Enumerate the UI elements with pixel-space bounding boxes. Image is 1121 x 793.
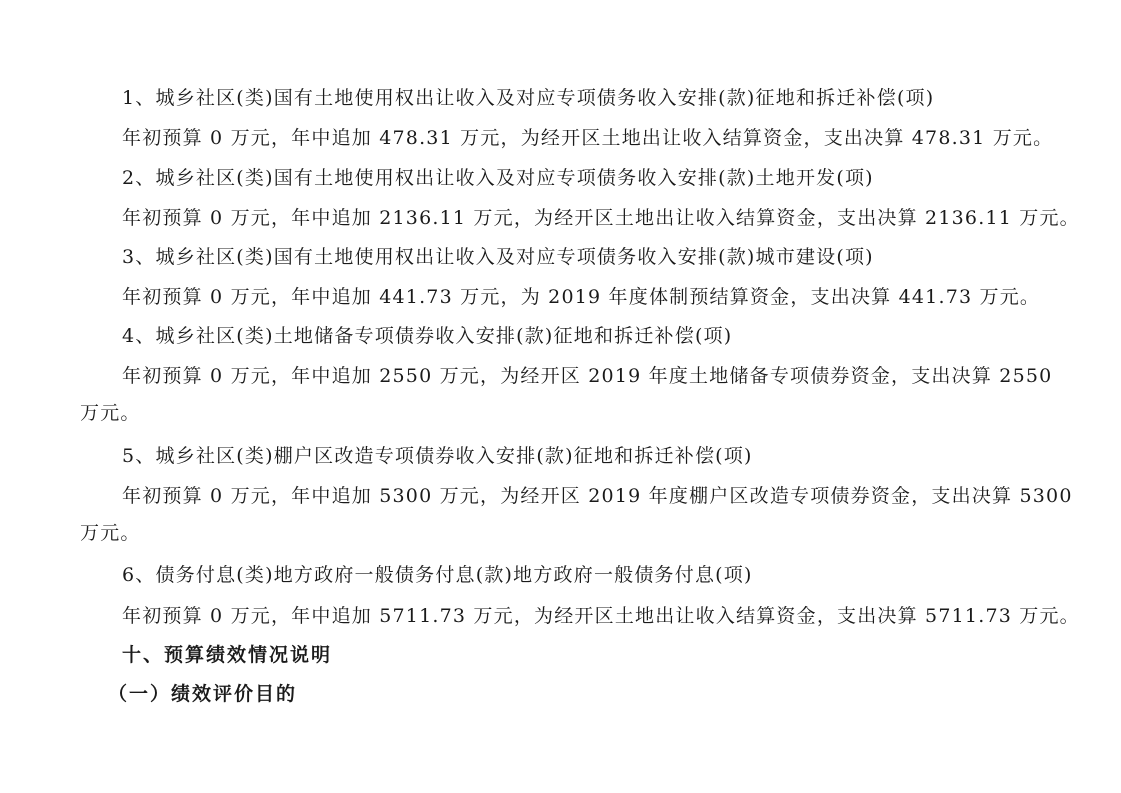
item-5-detail-line2: 万元。 (80, 522, 141, 544)
item-1-title: 1、城乡社区(类)国有土地使用权出让收入及对应专项债务收入安排(款)征地和拆迁补偿(项) (122, 87, 935, 109)
section-heading: 十、预算绩效情况说明 (122, 644, 333, 666)
item-6-detail: 年初预算 0 万元，年中追加 5711.73 万元，为经开区土地出让收入结算资金，支出决算 5711.73 万元。 (122, 605, 1080, 627)
item-1-detail: 年初预算 0 万元，年中追加 478.31 万元，为经开区土地出让收入结算资金，支出决算 478.31 万元。 (122, 127, 1054, 149)
item-5-detail-line1: 年初预算 0 万元，年中追加 5300 万元，为经开区 2019 年度棚户区改造专项债券资金，支出决算 5300 (122, 485, 1073, 507)
item-2-title: 2、城乡社区(类)国有土地使用权出让收入及对应专项债务收入安排(款)土地开发(项) (122, 167, 874, 189)
item-4-detail-line1: 年初预算 0 万元，年中追加 2550 万元，为经开区 2019 年度土地储备专项债券资金，支出决算 2550 (122, 365, 1053, 387)
item-5-title: 5、城乡社区(类)棚户区改造专项债券收入安排(款)征地和拆迁补偿(项) (122, 445, 753, 467)
item-4-title: 4、城乡社区(类)土地储备专项债券收入安排(款)征地和拆迁补偿(项) (122, 325, 733, 347)
item-3-detail: 年初预算 0 万元，年中追加 441.73 万元，为 2019 年度体制预结算资金，支出决算 441.73 万元。 (122, 286, 1041, 308)
item-3-title: 3、城乡社区(类)国有土地使用权出让收入及对应专项债务收入安排(款)城市建设(项) (122, 246, 874, 268)
subsection-heading: （一）绩效评价目的 (108, 683, 298, 705)
item-4-detail-line2: 万元。 (80, 402, 141, 424)
item-2-detail: 年初预算 0 万元，年中追加 2136.11 万元，为经开区土地出让收入结算资金，支出决算 2136.11 万元。 (122, 207, 1080, 229)
item-6-title: 6、债务付息(类)地方政府一般债务付息(款)地方政府一般债务付息(项) (122, 564, 753, 586)
